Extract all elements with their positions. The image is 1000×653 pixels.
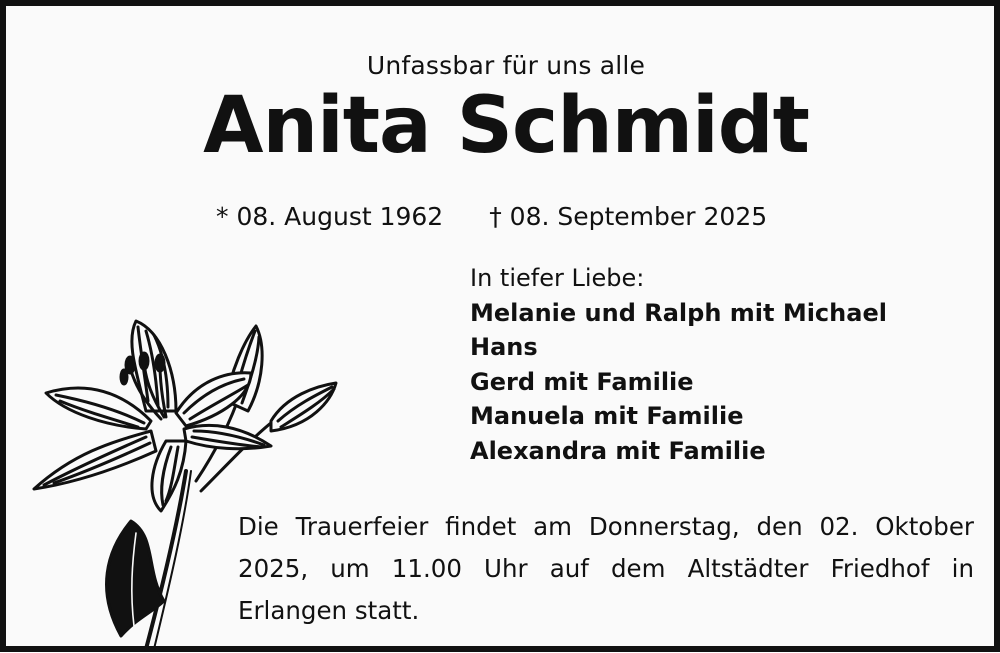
subtitle: Unfassbar für uns alle: [366, 51, 646, 80]
deceased-name: Anita Schmidt: [203, 81, 809, 171]
mourner-item: Melanie und Ralph mit Michael: [470, 298, 887, 327]
mourner-item: Gerd mit Familie: [470, 367, 694, 396]
mourner-item: Manuela mit Familie: [470, 402, 744, 430]
mourners-block: [470, 261, 887, 468]
birth-date: * 08. August 1962: [216, 202, 444, 231]
lily-flower-icon: [26, 301, 346, 653]
life-dates: [216, 202, 767, 231]
mourners-intro: In tiefer Liebe:: [470, 264, 645, 292]
mourner-item: Alexandra mit Familie: [470, 436, 766, 465]
funeral-details: Die Trauerfeier findet am Donnerstag, den 02. Oktober 2025, um 11.00 Uhr auf dem Altstädter Friedhof in Erlangen statt.: [238, 512, 974, 625]
mourner-item: Hans: [470, 333, 538, 361]
death-date: † 08. September 2025: [489, 202, 768, 231]
